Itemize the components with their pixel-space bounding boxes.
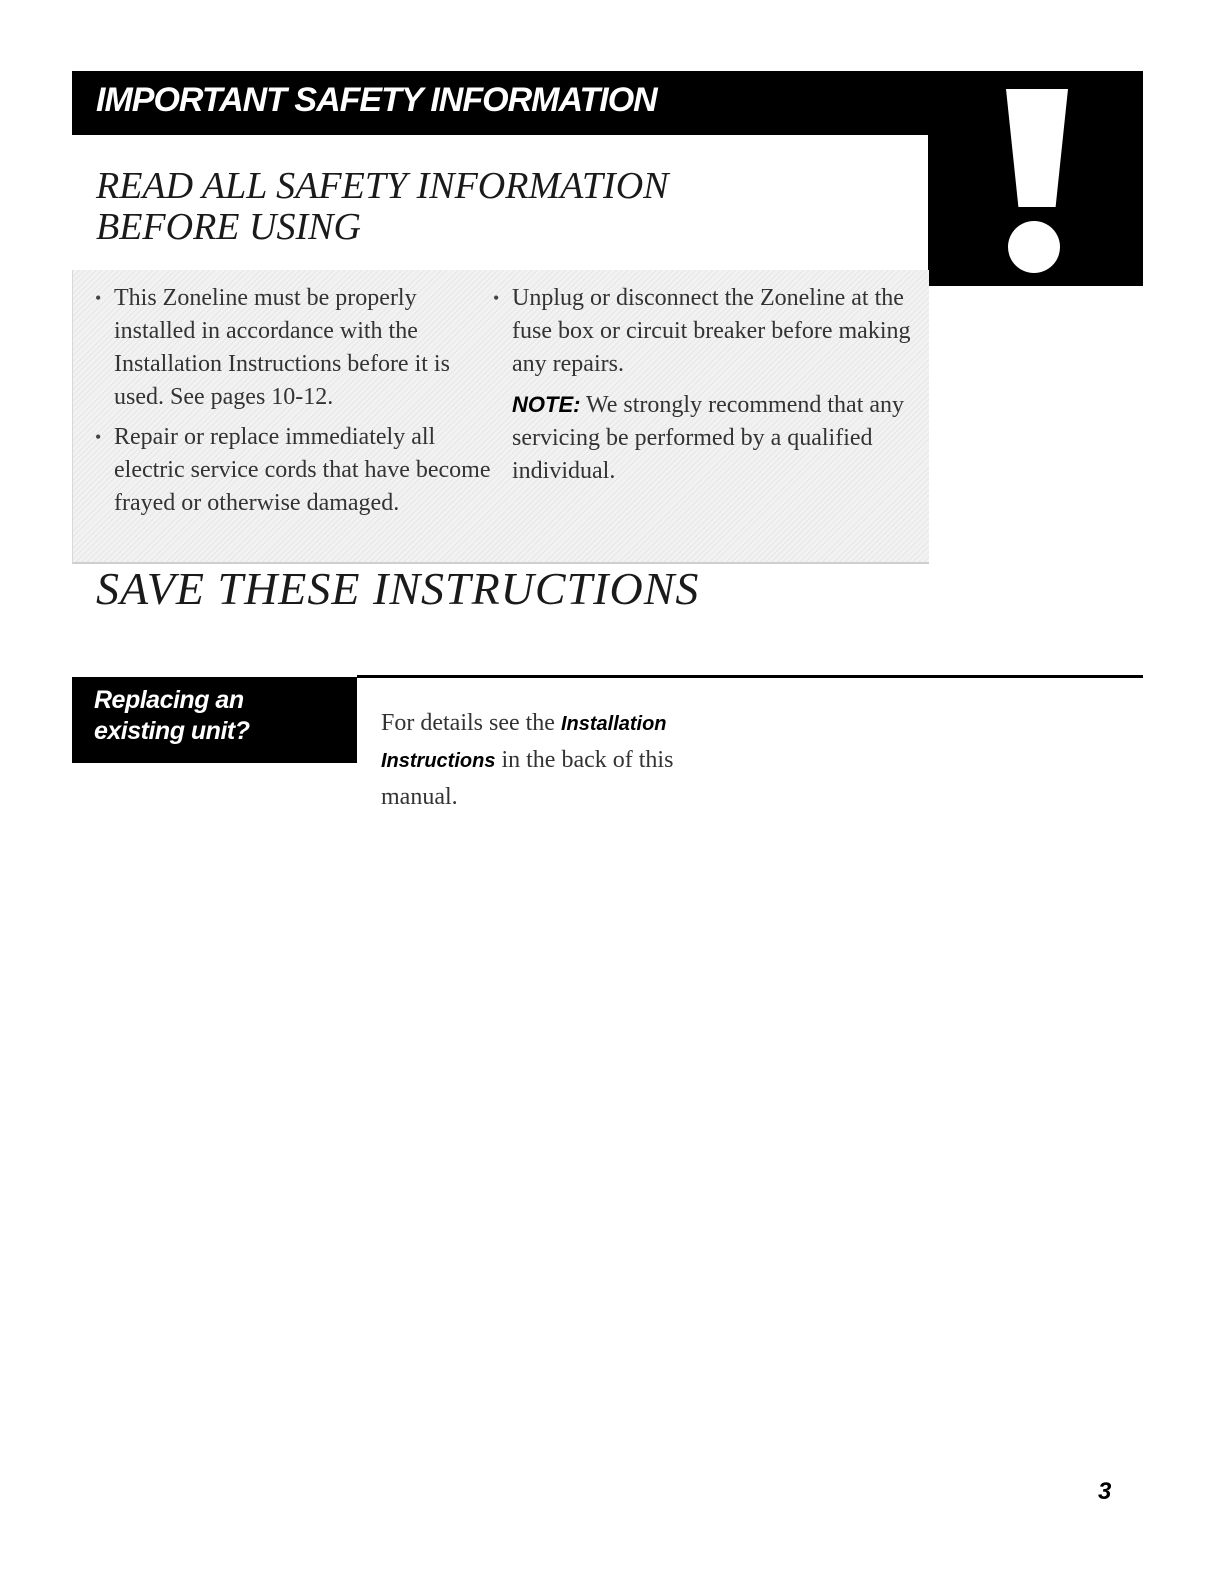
safety-subtitle: [96, 166, 896, 248]
safety-column-right: [493, 282, 913, 488]
bullet: •: [95, 288, 102, 308]
bullet: •: [493, 288, 500, 308]
replacing-detail: [381, 705, 701, 815]
replacing-heading-line-2: existing unit?: [94, 717, 250, 745]
save-instructions-title: SAVE THESE INSTRUCTIONS: [96, 563, 700, 614]
note-label: NOTE:: [512, 392, 581, 417]
section-divider: [357, 675, 1143, 678]
safety-column-left: [95, 282, 495, 527]
header-title: IMPORTANT SAFETY INFORMATION: [96, 81, 657, 119]
subtitle-line-2: BEFORE USING: [96, 206, 361, 248]
safety-item-text: Repair or replace immediately all electric service cords that have become frayed or otherwise damaged.: [114, 424, 491, 516]
safety-item: [493, 282, 913, 381]
replacing-heading: [94, 685, 250, 747]
replacing-text-after: in the back of this manual.: [381, 747, 674, 810]
replacing-text-before: For details see the: [381, 710, 561, 736]
safety-item-text: This Zoneline must be properly installed in accordance with the Installation Instructions before it is used. See pages 10-12.: [114, 285, 450, 410]
page-number: 3: [1098, 1478, 1112, 1505]
bullet: •: [95, 427, 102, 447]
replacing-heading-box: [72, 677, 357, 763]
safety-item-text: Unplug or disconnect the Zoneline at the fuse box or circuit breaker before making any repairs.: [512, 285, 911, 377]
subtitle-line-1: READ ALL SAFETY INFORMATION: [96, 165, 669, 207]
note-text: We strongly recommend that any servicing be performed by a qualified individual.: [512, 392, 905, 484]
safety-item: [95, 421, 495, 520]
exclamation-dot: [1008, 221, 1060, 273]
safety-item: [95, 282, 495, 414]
safety-note: [493, 388, 913, 488]
replacing-heading-line-1: Replacing an: [94, 686, 244, 714]
safety-box: [72, 270, 929, 564]
installation-instructions-reference: Installation Instructions: [381, 713, 667, 772]
